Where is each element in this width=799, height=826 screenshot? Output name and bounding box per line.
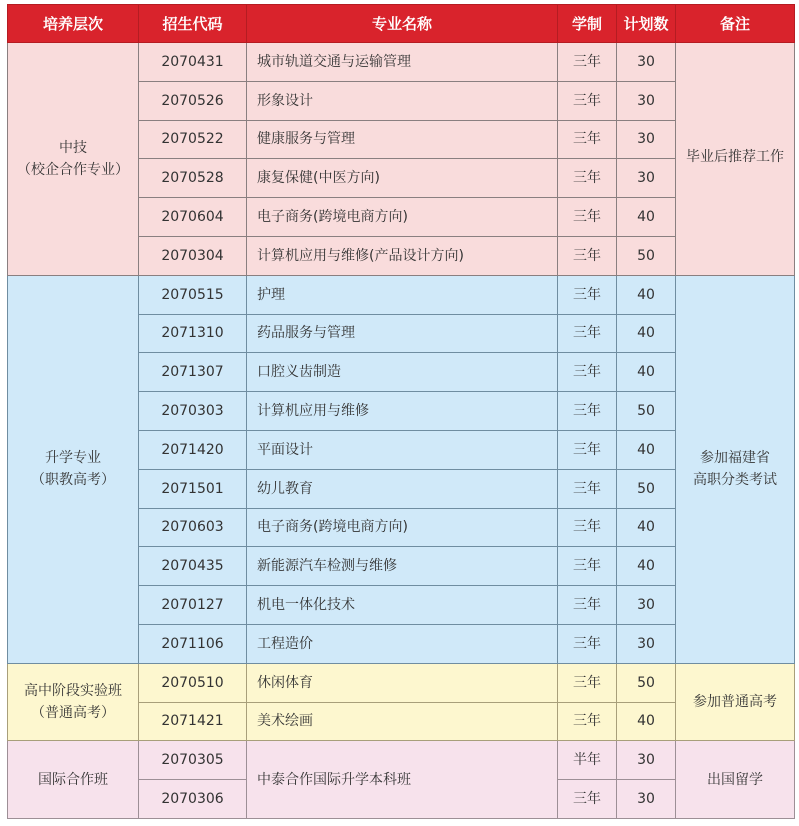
code-cell: 2070435 [139,547,247,586]
plan-cell: 40 [617,353,676,392]
duration-cell: 三年 [558,159,617,198]
major-cell: 电子商务(跨境电商方向) [247,508,558,547]
major-cell: 口腔义齿制造 [247,353,558,392]
duration-cell: 三年 [558,624,617,663]
major-cell: 美术绘画 [247,702,558,741]
note-cell [676,663,795,741]
table-row [8,275,795,314]
code-cell: 2071310 [139,314,247,353]
major-cell: 计算机应用与维修 [247,392,558,431]
level-cell-guoji [8,741,139,819]
plan-cell: 30 [617,43,676,82]
plan-cell: 40 [617,702,676,741]
major-cell: 新能源汽车检测与维修 [247,547,558,586]
major-cell: 幼儿教育 [247,469,558,508]
header-level: 培养层次 [8,5,139,43]
duration-cell: 三年 [558,81,617,120]
plan-cell: 30 [617,741,676,780]
plan-cell: 40 [617,547,676,586]
level-title: 升学专业 [45,450,101,467]
plan-cell: 30 [617,120,676,159]
level-cell-gaozhong [8,663,139,741]
duration-cell: 三年 [558,702,617,741]
table-row [8,741,795,780]
plan-cell: 40 [617,430,676,469]
major-cell: 休闲体育 [247,663,558,702]
plan-cell: 30 [617,159,676,198]
level-title: 中技 [59,139,87,156]
plan-cell: 30 [617,586,676,625]
plan-cell: 30 [617,780,676,819]
level-subtitle: （校企合作专业） [17,161,129,178]
note-text: 参加普通高考 [693,694,777,711]
duration-cell: 三年 [558,120,617,159]
enrollment-table [7,4,795,819]
duration-cell: 三年 [558,198,617,237]
plan-cell: 40 [617,275,676,314]
code-cell: 2071421 [139,702,247,741]
note-text-line1: 参加福建省 [700,450,770,467]
major-cell: 电子商务(跨境电商方向) [247,198,558,237]
code-cell: 2070431 [139,43,247,82]
code-cell: 2070306 [139,780,247,819]
code-cell: 2071106 [139,624,247,663]
major-cell: 工程造价 [247,624,558,663]
level-cell-shengxue [8,275,139,663]
duration-cell: 三年 [558,586,617,625]
duration-cell: 三年 [558,353,617,392]
code-cell: 2070603 [139,508,247,547]
duration-cell: 三年 [558,547,617,586]
note-cell [676,275,795,663]
header-duration: 学制 [558,5,617,43]
code-cell: 2070522 [139,120,247,159]
header-note: 备注 [676,5,795,43]
code-cell: 2070528 [139,159,247,198]
duration-cell: 三年 [558,430,617,469]
duration-cell: 三年 [558,663,617,702]
plan-cell: 50 [617,236,676,275]
major-cell: 康复保健(中医方向) [247,159,558,198]
header-major: 专业名称 [247,5,558,43]
plan-cell: 50 [617,392,676,431]
major-cell: 计算机应用与维修(产品设计方向) [247,236,558,275]
level-subtitle: （职教高考） [31,472,115,489]
plan-cell: 40 [617,314,676,353]
duration-cell: 三年 [558,236,617,275]
level-title: 国际合作班 [38,771,108,788]
duration-cell: 三年 [558,392,617,431]
header-code: 招生代码 [139,5,247,43]
code-cell: 2070515 [139,275,247,314]
code-cell: 2070526 [139,81,247,120]
major-cell: 形象设计 [247,81,558,120]
code-cell: 2071501 [139,469,247,508]
table-row [8,43,795,82]
major-cell: 护理 [247,275,558,314]
code-cell: 2070305 [139,741,247,780]
header-plan: 计划数 [617,5,676,43]
major-cell: 平面设计 [247,430,558,469]
note-text: 出国留学 [707,771,763,788]
code-cell: 2070303 [139,392,247,431]
code-cell: 2071307 [139,353,247,392]
note-cell [676,741,795,819]
major-cell: 健康服务与管理 [247,120,558,159]
duration-cell: 三年 [558,314,617,353]
code-cell: 2071420 [139,430,247,469]
major-cell: 药品服务与管理 [247,314,558,353]
duration-cell: 三年 [558,780,617,819]
plan-cell: 50 [617,663,676,702]
plan-cell: 30 [617,624,676,663]
duration-cell: 三年 [558,469,617,508]
major-cell: 机电一体化技术 [247,586,558,625]
major-cell: 城市轨道交通与运输管理 [247,43,558,82]
duration-cell: 三年 [558,43,617,82]
note-text-line2: 高职分类考试 [693,472,777,489]
level-cell-zhongji [8,43,139,276]
duration-cell: 三年 [558,508,617,547]
code-cell: 2070304 [139,236,247,275]
plan-cell: 50 [617,469,676,508]
duration-cell: 半年 [558,741,617,780]
plan-cell: 40 [617,198,676,237]
level-subtitle: （普通高考） [31,705,115,722]
duration-cell: 三年 [558,275,617,314]
level-title: 高中阶段实验班 [24,683,122,700]
code-cell: 2070510 [139,663,247,702]
major-cell: 中泰合作国际升学本科班 [247,741,558,819]
note-cell [676,43,795,276]
code-cell: 2070127 [139,586,247,625]
note-text: 毕业后推荐工作 [686,148,784,165]
plan-cell: 40 [617,508,676,547]
code-cell: 2070604 [139,198,247,237]
plan-cell: 30 [617,81,676,120]
table-header-row [8,5,795,43]
table-row [8,663,795,702]
